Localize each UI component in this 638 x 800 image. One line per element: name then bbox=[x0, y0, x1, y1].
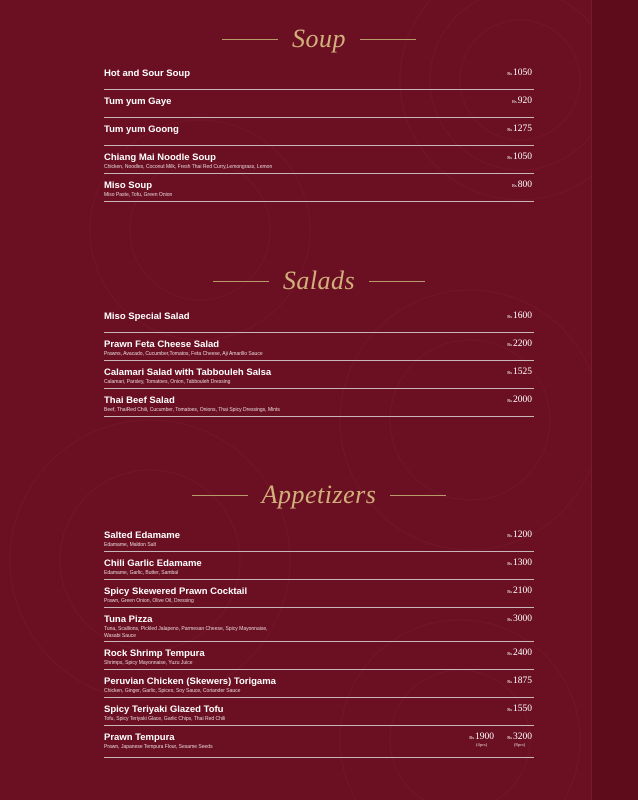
menu-item bbox=[104, 608, 534, 642]
item-price-value: 800 bbox=[517, 180, 532, 190]
item-name: Rock Shrimp Tempura bbox=[104, 648, 205, 659]
currency-label: Rs bbox=[469, 735, 474, 740]
item-name: Prawn Feta Cheese Salad bbox=[104, 339, 220, 350]
menu-item bbox=[104, 524, 534, 552]
item-price bbox=[507, 586, 532, 596]
section-title-salads bbox=[0, 266, 638, 296]
item-price bbox=[507, 395, 532, 405]
title-rule-right bbox=[369, 281, 425, 282]
item-price bbox=[507, 68, 532, 78]
title-rule-left bbox=[192, 495, 248, 496]
item-name: Miso Special Salad bbox=[104, 311, 190, 322]
item-price-value: 1200 bbox=[513, 530, 532, 540]
section-title-appetizers bbox=[0, 480, 638, 510]
item-name: Chili Garlic Edamame bbox=[104, 558, 202, 569]
item-name: Hot and Sour Soup bbox=[104, 68, 191, 79]
currency-label: Rs bbox=[507, 735, 512, 740]
item-description: Prawn, Japanese Tempura Flour, Sesame Seeds bbox=[104, 744, 213, 750]
item-name: Calamari Salad with Tabbouleh Salsa bbox=[104, 367, 272, 378]
salads-list bbox=[104, 305, 534, 417]
section-heading: Appetizers bbox=[261, 480, 377, 509]
item-description: Tofu, Spicy Teriyaki Glace, Garlic Chips, Thai Red Chili bbox=[104, 716, 226, 722]
currency-label: Rs bbox=[507, 314, 512, 319]
currency-label: Rs bbox=[507, 561, 512, 566]
item-description: Prawn, Green Onion, Olive Oil, Dressing bbox=[104, 598, 194, 604]
item-price bbox=[512, 96, 532, 106]
item-description: Miso Paste, Tofu, Green Onion bbox=[104, 192, 173, 198]
appetizers-list bbox=[104, 524, 534, 758]
item-description: Beef, ThaiRed Chili, Cucumber, Tomatoes, Onions, Thai Spicy Dressings, Mints bbox=[104, 407, 280, 413]
item-name: Thai Beef Salad bbox=[104, 395, 175, 406]
item-price-value: 1275 bbox=[513, 124, 532, 134]
currency-label: Rs bbox=[507, 155, 512, 160]
item-price-value: 2400 bbox=[513, 648, 532, 658]
currency-label: Rs bbox=[507, 651, 512, 656]
currency-label: Rs bbox=[507, 370, 512, 375]
item-price-large bbox=[507, 732, 532, 747]
currency-label: Rs bbox=[507, 398, 512, 403]
currency-label: Rs bbox=[507, 127, 512, 132]
currency-label: Rs bbox=[511, 99, 517, 104]
item-price-value: 1300 bbox=[513, 558, 532, 568]
menu-item bbox=[104, 670, 534, 698]
item-description: Chicken, Ginger, Garlic, Spices, Soy Sauce, Coriander Sauce bbox=[104, 688, 241, 694]
section-heading: Salads bbox=[282, 266, 356, 295]
item-name: Tuna Pizza bbox=[104, 614, 153, 625]
item-price bbox=[507, 339, 532, 349]
item-description: Shrimps, Spicy Mayonnaise, Yuzu Juice bbox=[104, 660, 193, 666]
menu-item bbox=[104, 389, 534, 417]
title-rule-left bbox=[222, 39, 278, 40]
item-price bbox=[507, 311, 532, 321]
menu-item bbox=[104, 726, 534, 758]
currency-label: Rs bbox=[507, 71, 512, 76]
menu-item bbox=[104, 642, 534, 670]
item-name: Salted Edamame bbox=[104, 530, 181, 541]
title-rule-right bbox=[360, 39, 416, 40]
item-price-small bbox=[469, 732, 494, 747]
item-description: Chicken, Noodles, Coconut Milk, Fresh Thai Red Curry,Lemongrass, Lemon bbox=[104, 164, 273, 170]
currency-label: Rs bbox=[507, 589, 512, 594]
item-description: Prawns, Avacado, Cucumber,Tomatos, Feta Cheese, Aji Amarillo Sauce bbox=[104, 351, 263, 357]
item-price-value: 920 bbox=[517, 96, 532, 106]
menu-item bbox=[104, 580, 534, 608]
menu-item bbox=[104, 361, 534, 389]
item-description: Tuna, Scallions, Pickled Jalapeno, Parmesan Cheese, Spicy Mayonnaise, bbox=[104, 626, 268, 632]
section-heading: Soup bbox=[292, 24, 346, 53]
item-name: Peruvian Chicken (Skewers) Torigama bbox=[104, 676, 276, 687]
item-description-line2: Wasabi Sauce bbox=[104, 632, 137, 639]
item-price bbox=[507, 676, 532, 686]
item-price bbox=[512, 180, 532, 190]
item-description: Calamari, Parsley, Tomatoes, Onion, Tabbouleh Dressing bbox=[104, 379, 231, 385]
currency-label: Rs bbox=[507, 707, 512, 712]
menu-item bbox=[104, 146, 534, 174]
menu-item bbox=[104, 118, 534, 146]
title-rule-right bbox=[390, 495, 446, 496]
menu-item bbox=[104, 90, 534, 118]
currency-label: Rs bbox=[507, 679, 512, 684]
item-name: Prawn Tempura bbox=[104, 732, 175, 743]
item-price bbox=[507, 558, 532, 568]
item-price bbox=[507, 152, 532, 162]
item-name: Spicy Skewered Prawn Cocktail bbox=[104, 586, 248, 597]
item-price bbox=[507, 124, 532, 134]
item-name: Chiang Mai Noodle Soup bbox=[104, 152, 216, 163]
item-price-value: 1900 bbox=[475, 732, 494, 742]
item-price bbox=[507, 648, 532, 658]
currency-label: Rs bbox=[507, 617, 512, 622]
item-price-value: 1050 bbox=[513, 68, 532, 78]
currency-label: Rs bbox=[507, 342, 512, 347]
section-title-soup bbox=[0, 24, 638, 54]
item-name: Tum yum Goong bbox=[104, 124, 179, 135]
item-price-value: 2200 bbox=[513, 339, 532, 349]
menu-item bbox=[104, 333, 534, 361]
menu-item bbox=[104, 698, 534, 726]
menu-item bbox=[104, 305, 534, 333]
item-name: Tum yum Gaye bbox=[104, 96, 172, 107]
item-price-value: 1525 bbox=[513, 367, 532, 377]
item-price bbox=[507, 704, 532, 714]
item-description: Edamame, Maldon Salt bbox=[104, 542, 156, 548]
currency-label: Rs bbox=[511, 183, 517, 188]
item-price bbox=[507, 530, 532, 540]
title-rule-left bbox=[213, 281, 269, 282]
item-name: Miso Soup bbox=[104, 180, 153, 191]
item-price-value: 1600 bbox=[513, 311, 532, 321]
menu-item bbox=[104, 174, 534, 202]
item-price-value: 1050 bbox=[513, 152, 532, 162]
item-price-value: 3200 bbox=[513, 732, 532, 742]
page-edge bbox=[591, 0, 638, 800]
menu-item bbox=[104, 552, 534, 580]
item-price-value: 2000 bbox=[513, 395, 532, 405]
item-description: Edamame, Garlic, Butter, Sambal bbox=[104, 570, 179, 576]
item-price-value: 1550 bbox=[513, 704, 532, 714]
item-price bbox=[507, 614, 532, 624]
item-price-value: 2100 bbox=[513, 586, 532, 596]
soup-list bbox=[104, 62, 534, 202]
item-price bbox=[507, 367, 532, 377]
currency-label: Rs bbox=[507, 533, 512, 538]
menu-item bbox=[104, 62, 534, 90]
item-price-value: 1875 bbox=[513, 676, 532, 686]
item-price-value: 3000 bbox=[513, 614, 532, 624]
item-name: Spicy Teriyaki Glazed Tofu bbox=[104, 704, 224, 715]
portion-size: (4pcs) bbox=[475, 742, 488, 747]
portion-size: (8pcs) bbox=[513, 742, 526, 747]
